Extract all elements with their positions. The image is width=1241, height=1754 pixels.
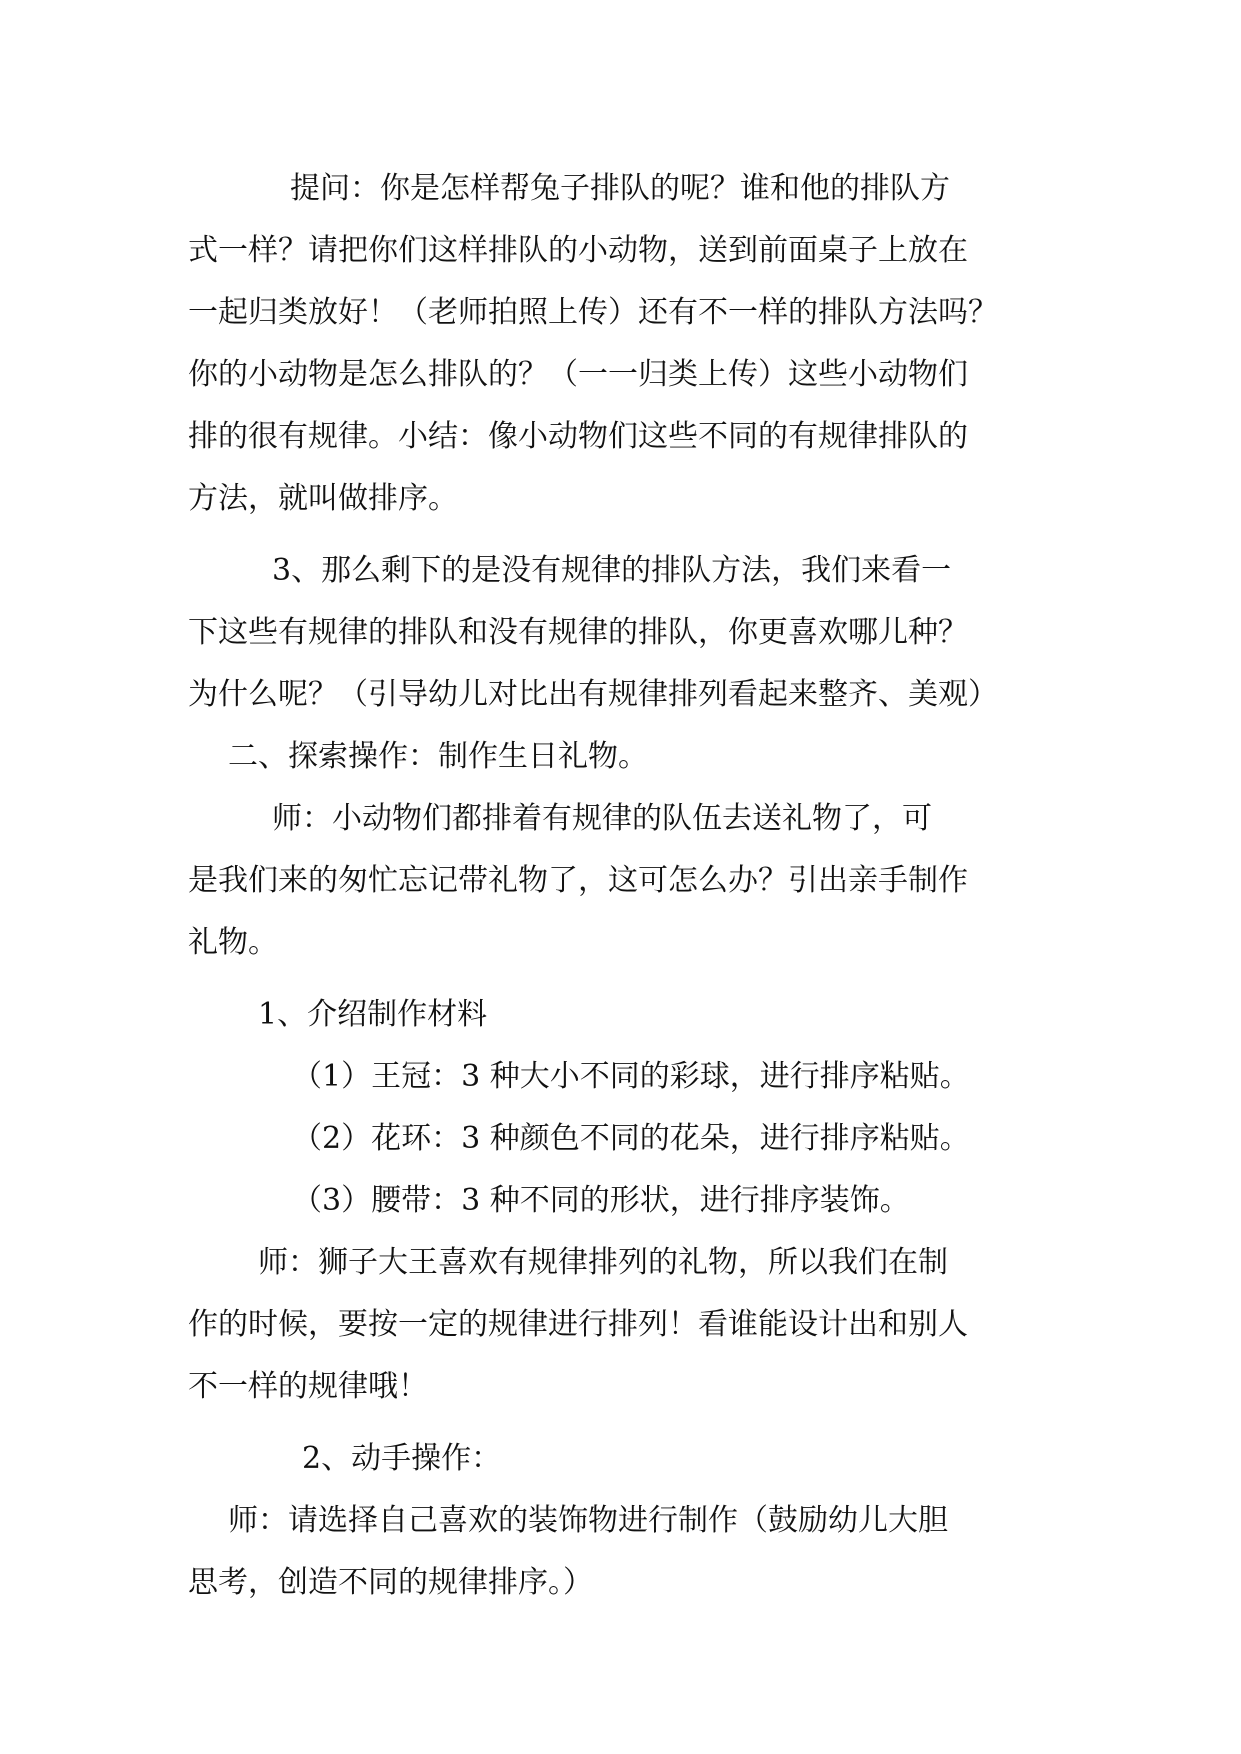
paragraph-step-3 (188, 540, 1050, 726)
material-item-wreath (188, 1108, 1050, 1170)
paragraph-question (188, 158, 1050, 530)
paragraph-teacher-rule (188, 1232, 1050, 1418)
text-line: 式一样？请把你们这样排队的小动物，送到前面桌子上放在 (188, 233, 968, 268)
text-line: 一起归类放好！（老师拍照上传）还有不一样的排队方法吗？ (188, 295, 998, 330)
paragraph-teacher-choose (188, 1490, 1050, 1614)
text-line: 方法，就叫做排序。 (188, 481, 458, 516)
hands-on-heading (188, 1428, 1050, 1490)
text-line: 为什么呢？（引导幼儿对比出有规律排列看起来整齐、美观） (188, 677, 998, 712)
material-item-crown (188, 1046, 1050, 1108)
text-line: 礼物。 (188, 925, 278, 960)
material-item-belt (188, 1170, 1050, 1232)
text-line: 作的时候，要按一定的规律进行排列！看谁能设计出和别人 (188, 1307, 968, 1342)
text-line: 1、介绍制作材料 (258, 997, 488, 1032)
text-line: （3）腰带：3 种不同的形状，进行排序装饰。 (292, 1183, 910, 1218)
text-line: 师：请选择自己喜欢的装饰物进行制作（鼓励幼儿大胆 (228, 1503, 948, 1538)
text-line: 师：狮子大王喜欢有规律排列的礼物，所以我们在制 (258, 1245, 948, 1280)
materials-heading (188, 984, 1050, 1046)
text-line: 你的小动物是怎么排队的？（一一归类上传）这些小动物们 (188, 357, 968, 392)
text-line: （2）花环：3 种颜色不同的花朵，进行排序粘贴。 (292, 1121, 970, 1156)
text-line: 下这些有规律的排队和没有规律的排队，你更喜欢哪儿种？ (188, 615, 968, 650)
section-heading-explore (188, 726, 1050, 788)
paragraph-teacher-intro (188, 788, 1050, 974)
text-line: 是我们来的匆忙忘记带礼物了，这可怎么办？引出亲手制作 (188, 863, 968, 898)
text-line: 提问：你是怎样帮兔子排队的呢？谁和他的排队方 (290, 171, 950, 206)
text-line: 思考，创造不同的规律排序。） (188, 1565, 593, 1600)
text-line: 二、探索操作：制作生日礼物。 (228, 739, 648, 774)
text-line: （1）王冠：3 种大小不同的彩球，进行排序粘贴。 (292, 1059, 970, 1094)
text-line: 排的很有规律。小结：像小动物们这些不同的有规律排队的 (188, 419, 968, 454)
text-line: 2、动手操作： (302, 1441, 502, 1476)
document-body (188, 158, 1050, 1614)
text-line: 3、那么剩下的是没有规律的排队方法，我们来看一 (272, 553, 952, 588)
text-line: 师：小动物们都排着有规律的队伍去送礼物了，可 (272, 801, 932, 836)
text-line: 不一样的规律哦！ (188, 1369, 428, 1404)
